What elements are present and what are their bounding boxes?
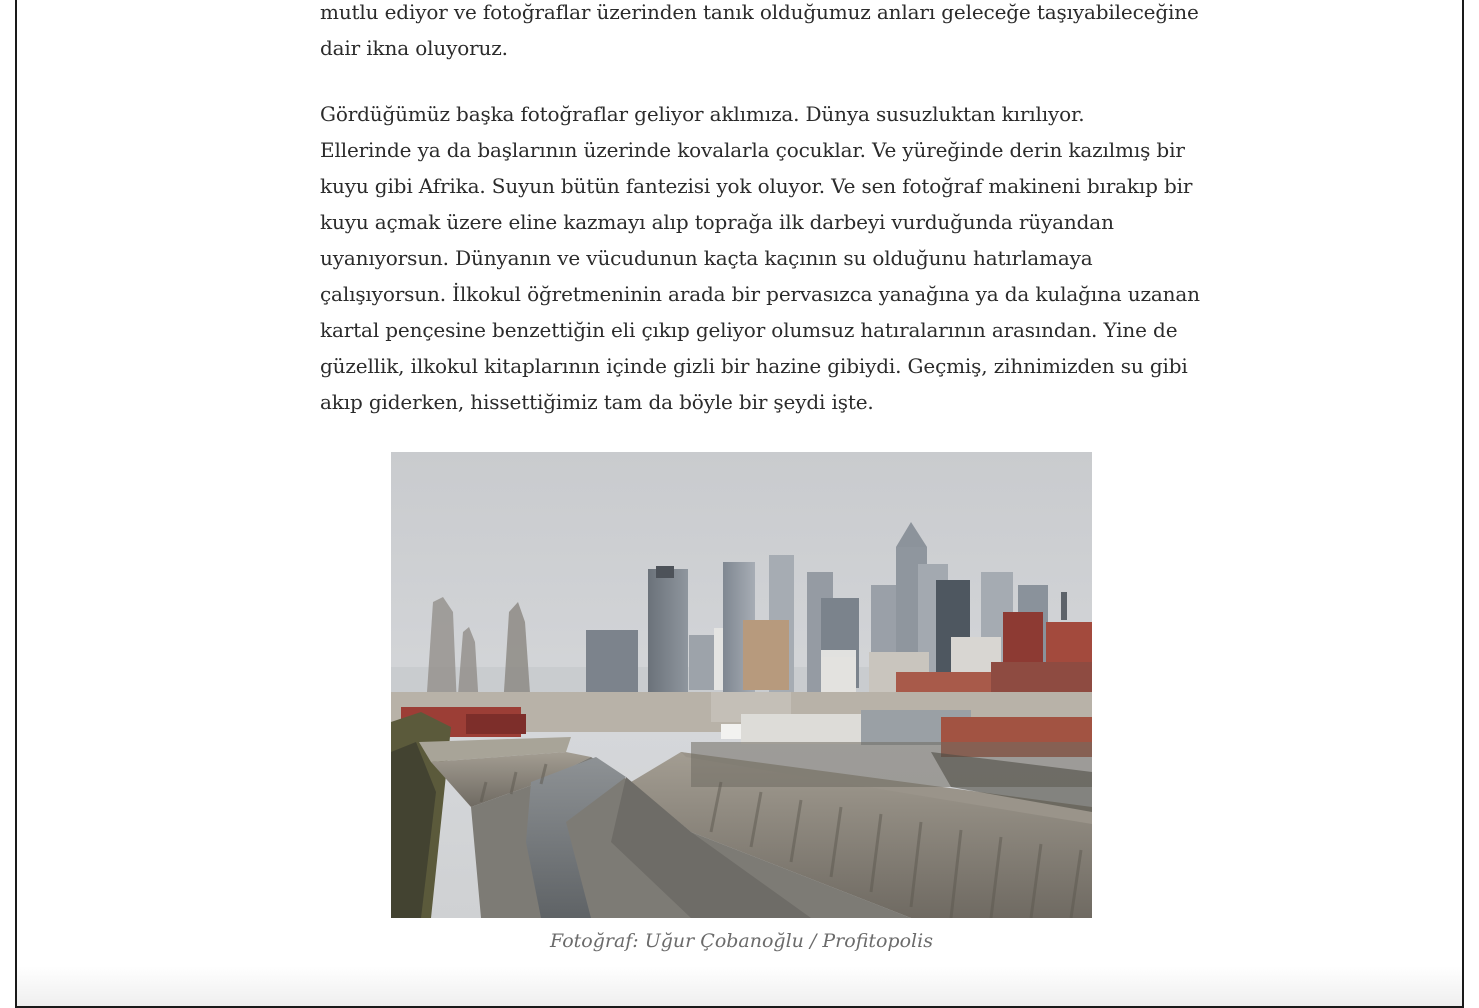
text-line: çalışıyorsun. İlkokul öğretmeninin arada bir pervasızca yanağına ya da kulağına uzanan	[320, 282, 1200, 306]
text-line: mutlu ediyor ve fotoğraflar üzerinden tanık olduğumuz anları geleceğe taşıyabileceğine	[320, 0, 1199, 24]
text-line: güzellik, ilkokul kitaplarının içinde gizli bir hazine gibiydi. Geçmiş, zihnimizden su gibi	[320, 354, 1188, 378]
text-line: kuyu gibi Afrika. Suyun bütün fantezisi yok oluyor. Ve sen fotoğraf makineni bırakıp bir	[320, 174, 1193, 198]
bottom-fade	[17, 966, 1462, 1006]
paragraph	[320, 0, 1199, 66]
page-frame	[15, 0, 1464, 1008]
article-photo[interactable]	[391, 452, 1092, 918]
text-line: kartal pençesine benzettiğin eli çıkıp geliyor olumsuz hatıralarının arasından. Yine de	[320, 318, 1178, 342]
photo-caption: Fotoğraf: Uğur Çobanoğlu / Profitopolis	[550, 930, 933, 952]
paragraph	[320, 96, 1200, 420]
text-line: Ellerinde ya da başlarının üzerinde kovalarla çocuklar. Ve yüreğinde derin kazılmış bir	[320, 138, 1185, 162]
text-line: akıp giderken, hissettiğimiz tam da böyle bir şeydi işte.	[320, 390, 874, 414]
city-canal-photo	[391, 452, 1092, 918]
text-line: uyanıyorsun. Dünyanın ve vücudunun kaçta kaçının su olduğunu hatırlamaya	[320, 246, 1093, 270]
text-line: Gördüğümüz başka fotoğraflar geliyor aklımıza. Dünya susuzluktan kırılıyor.	[320, 102, 1085, 126]
text-line: dair ikna oluyoruz.	[320, 36, 508, 60]
text-line: kuyu açmak üzere eline kazmayı alıp toprağa ilk darbeyi vurduğunda rüyandan	[320, 210, 1114, 234]
